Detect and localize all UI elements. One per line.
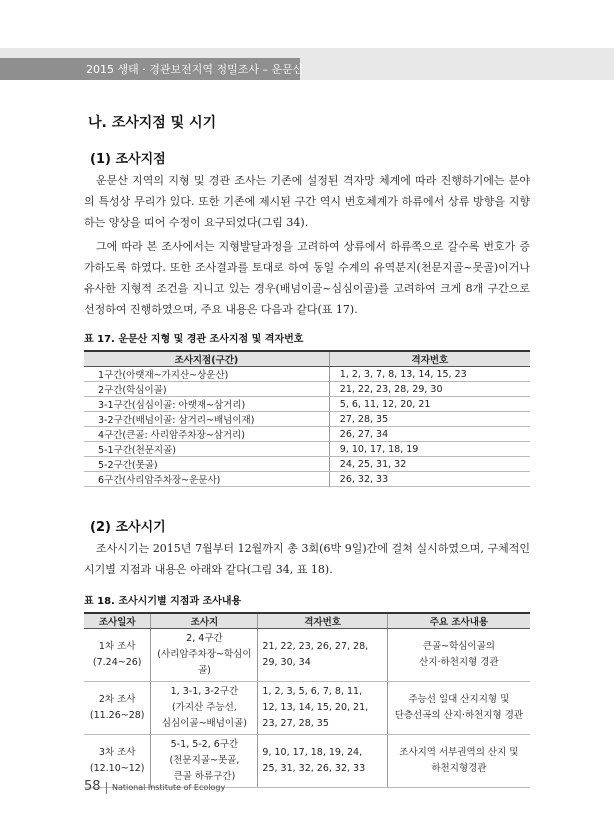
footer-divider	[106, 782, 107, 794]
cell-line: 산지·하천지형 경관	[419, 657, 499, 668]
cell-line: (12.10~12)	[89, 763, 145, 774]
table-cell: 1, 2, 3, 7, 8, 13, 14, 15, 23	[329, 367, 530, 382]
table-header-cell: 격자번호	[329, 351, 530, 367]
cell-line: 큰골 하류구간)	[173, 771, 236, 782]
cell-line: 9, 10, 17, 18, 19, 24,	[262, 747, 363, 758]
cell-line: 조사지역 서부권역의 산지 및	[399, 747, 519, 758]
table-row	[84, 629, 530, 682]
table-cell: 26, 32, 33	[329, 472, 530, 487]
table-header-cell: 주요 조사내용	[387, 613, 530, 629]
cell-line: 심심이골~배넘이골)	[161, 718, 247, 729]
table-row	[84, 367, 530, 382]
subsection-title-survey-points: (1) 조사지점	[90, 152, 166, 167]
subsection-title-survey-period: (2) 조사시기	[90, 520, 166, 535]
table-header-row	[84, 613, 530, 629]
table-row	[84, 682, 530, 735]
table17-caption: 표 17. 운문산 지형 및 경관 조사지점 및 격자번호	[84, 334, 304, 345]
table-cell-grid	[258, 682, 387, 735]
table-cell: 6구간(사리암주차장~운문사)	[84, 472, 329, 487]
table-row	[84, 382, 530, 397]
table-cell-content	[387, 629, 530, 682]
table-cell: 21, 22, 23, 28, 29, 30	[329, 382, 530, 397]
table-header-row	[84, 351, 530, 367]
cell-line: 1차 조사	[98, 641, 136, 652]
table-cell-content	[387, 682, 530, 735]
table18-caption: 표 18. 조사시기별 지점과 조사내용	[84, 596, 242, 607]
page-number: 58	[84, 779, 101, 794]
table-cell-site	[151, 629, 258, 682]
cell-line: 25, 31, 32, 26, 32, 33	[262, 763, 366, 774]
table-cell-site	[151, 735, 258, 788]
table17	[84, 350, 530, 487]
cell-line: (11.26~28)	[89, 710, 145, 721]
table-cell: 9, 10, 17, 18, 19	[329, 442, 530, 457]
cell-line: 2, 4구간	[186, 633, 223, 644]
cell-line: 단층선곡의 산지·하천지형 경관	[394, 710, 524, 721]
paragraph-survey-points-1: 운문산 지역의 지형 및 경관 조사는 기존에 설정된 격자망 체계에 따라 진행하기에는 분야의 특성상 무리가 있다. 또한 기존에 제시된 구간 역시 번호체계가 하류에서 상류 방향을 지향하는 양상을 띠어 수정이 요구되었다(그림 34).	[84, 174, 530, 229]
table-cell: 2구간(학심이골)	[84, 382, 329, 397]
table-cell: 27, 28, 35	[329, 412, 530, 427]
table-header-cell: 조사일자	[84, 613, 151, 629]
table-cell-grid	[258, 629, 387, 682]
cell-line: (7.24~26)	[92, 657, 142, 668]
cell-line: 23, 27, 28, 35	[262, 718, 329, 729]
cell-line: 큰골~학심이골의	[422, 641, 495, 652]
table-cell-site	[151, 682, 258, 735]
running-title: 2015 생태 · 경관보전지역 정밀조사 – 운문산	[86, 63, 304, 76]
cell-line: 주능선 일대 산지지형 및	[408, 694, 510, 705]
table-cell: 5-2구간(못골)	[84, 457, 329, 472]
table-row	[84, 472, 530, 487]
table-cell-grid	[258, 735, 387, 788]
table-cell-date	[84, 629, 151, 682]
paragraph-survey-period: 조사시기는 2015년 7월부터 12월까지 총 3회(6박 9일)간에 걸쳐 실시하였으며, 구체적인 시기별 지점과 내용은 아래와 같다(그림 34, 표 18).	[84, 542, 530, 576]
cell-line: 하천지형경관	[431, 763, 487, 774]
table-row	[84, 442, 530, 457]
cell-line: 5-1, 5-2, 6구간	[170, 739, 239, 750]
table-row	[84, 735, 530, 788]
cell-line: 21, 22, 23, 26, 27, 28,	[262, 641, 369, 652]
cell-line: (천문지골~못골,	[169, 755, 240, 766]
cell-line: 2차 조사	[98, 694, 136, 705]
cell-line: 3차 조사	[98, 747, 136, 758]
cell-line: (사리암주차장~학심이골)	[157, 649, 252, 676]
table-header-cell: 조사지점(구간)	[84, 351, 329, 367]
table-row	[84, 427, 530, 442]
table-row	[84, 412, 530, 427]
table-cell: 5-1구간(천문지골)	[84, 442, 329, 457]
paragraph-survey-points-2: 그에 따라 본 조사에서는 지형발달과정을 고려하여 상류에서 하류쪽으로 갈수록 번호가 증가하도록 하였다. 또한 조사결과를 토대로 하여 동일 수계의 유역분지(천문지골~못골)이거나 유사한 지형적 조건을 지니고 있는 경우(배넘이골~심심이골)를 고려하여 크게 8개 구간으로 선정하여 진행하였으며, 주요 내용은 다음과 같다(표 17).	[84, 240, 530, 316]
section-title: 나. 조사지점 및 시기	[88, 115, 217, 131]
cell-line: 12, 13, 14, 15, 20, 21,	[262, 702, 369, 713]
table-row	[84, 397, 530, 412]
table-cell: 26, 27, 34	[329, 427, 530, 442]
table-cell: 1구간(아랫재~가지산~상운산)	[84, 367, 329, 382]
table-row	[84, 457, 530, 472]
cell-line: (가지산 주능선,	[172, 702, 237, 713]
table-cell: 5, 6, 11, 12, 20, 21	[329, 397, 530, 412]
table-cell: 4구간(큰골: 사리암주차장~삼거리)	[84, 427, 329, 442]
table-header-cell: 조사지	[151, 613, 258, 629]
cell-line: 29, 30, 34	[262, 657, 311, 668]
cell-line: 1, 2, 3, 5, 6, 7, 8, 11,	[262, 686, 363, 697]
table-cell-date	[84, 682, 151, 735]
table-cell: 3-2구간(배넘이골: 삼거리~배넘이재)	[84, 412, 329, 427]
table-cell: 24, 25, 31, 32	[329, 457, 530, 472]
table-header-cell: 격자번호	[258, 613, 387, 629]
table-cell-content	[387, 735, 530, 788]
table18	[84, 612, 530, 788]
table-cell: 3-1구간(심심이골: 아랫재~삼거리)	[84, 397, 329, 412]
cell-line: 1, 3-1, 3-2구간	[170, 686, 239, 697]
footer-organization: National Institute of Ecology	[112, 783, 226, 792]
